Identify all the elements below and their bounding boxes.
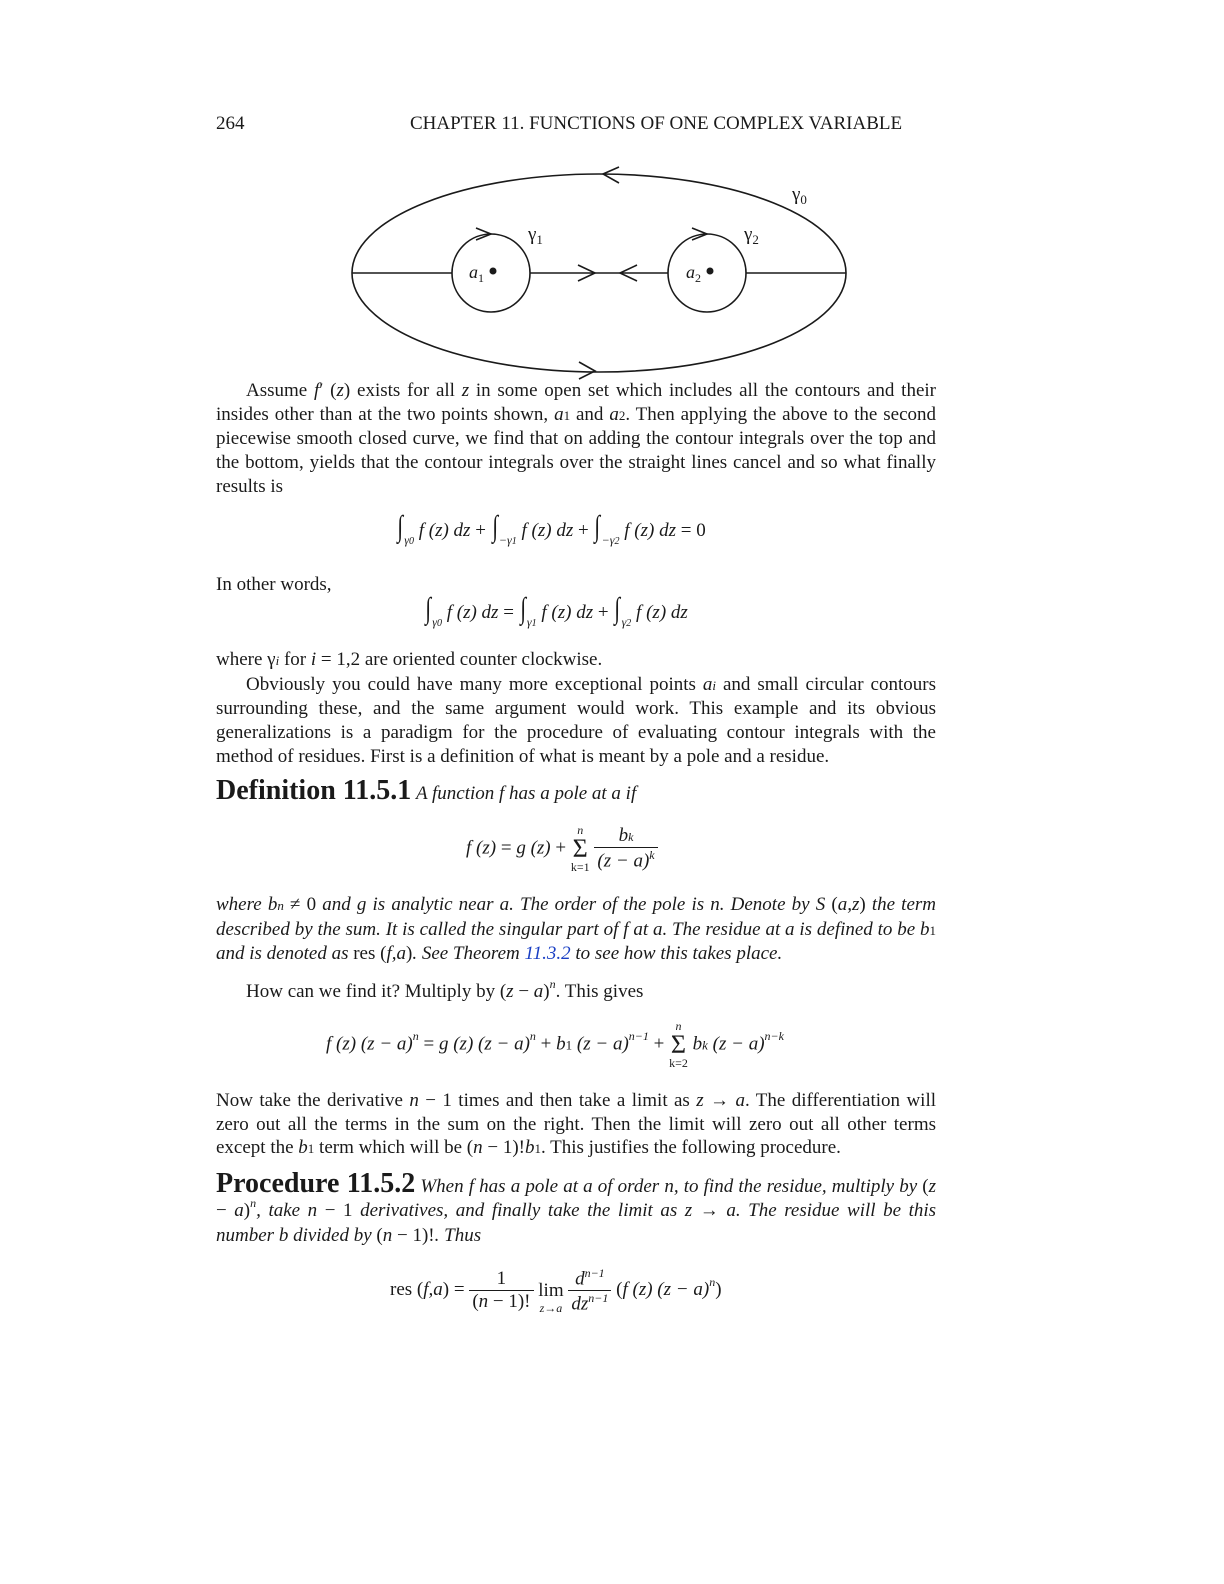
chapter-title: CHAPTER 11. FUNCTIONS OF ONE COMPLEX VARIABLE: [410, 113, 903, 134]
a1-label: $a_1$: [469, 262, 484, 285]
arrow-bottom-icon: [579, 362, 595, 379]
procedure-block: Procedure 11.5.2 When f has a pole at a of order n, to find the residue, multiply by $(z - a)^n$, take n − 1 derivatives, and finally take the limit as z → a. The residue will be this number b divided by (n − 1)!. Thus: [216, 1168, 937, 1247]
page-number: 264: [216, 113, 245, 134]
paragraph-derivative: Now take the derivative n − 1 times and then take a limit as z → a. The differentiation will zero out all the terms in the sum on the right. Then the limit will zero out all other terms except the b1 term which will be (n − 1)!b1. This justifies the following procedure.: [216, 1090, 936, 1159]
equation-contour-sum: $\int_{\gamma 0}$ f (z) dz + $\int_{-\gamma 1}$ f (z) dz + $\int_{-\gamma 2}$ f (z) dz = 0: [397, 510, 706, 547]
gamma0-label: $\gamma_0$: [792, 184, 807, 207]
definition-block: [216, 775, 636, 807]
in-other-words: In other words,: [216, 574, 332, 595]
equation-contour-equality: $\int_{\gamma 0}$ f (z) dz = $\int_{\gamma 1}$ f (z) dz + $\int_{\gamma 2}$ f (z) dz: [425, 592, 688, 629]
gamma1-label: $\gamma_1$: [528, 224, 543, 247]
a2-label: $a_2$: [686, 262, 701, 285]
definition-body: where bn ≠ 0 and g is analytic near a. The order of the pole is n. Denote by S (a,z) the term described by the sum. It is called the singular part of f at a. The residue at a is defined to be b1 and is denoted as res (f,a). See Theorem 11.3.2 to see how this takes place.: [216, 894, 937, 965]
paragraph-where: where γi for i = 1,2 are oriented counter clockwise. Obviously you could have many more exceptional points ai and small circular contours surrounding these, and the same argument would work. This example and its obvious generalizations is a paradigm for the procedure of evaluating contour integrals with the method of residues. First is a definition of what is meant by a pole and a residue.: [216, 649, 936, 767]
point-a1: [490, 268, 497, 275]
definition-heading: Definition 11.5.1: [216, 775, 412, 806]
how-line: How can we find it? Multiply by $(z - a)^n$. This gives: [246, 977, 644, 1002]
paragraph-assume: Assume f′ (z) exists for all z in some open set which includes all the contours and their insides other than at the two points shown, a1 and a2. Then applying the above to the second piecewise smooth closed curve, we find that on adding the contour integrals over the top and the bottom, yields that the contour integrals over the straight lines cancel and so what finally results is: [216, 380, 936, 497]
equation-multiplied: f (z) $(z - a)^n = g$ (z) $(z - a)^n + b1$ $(z - a)^{n-1}$ + n Σ k=2 bk $(z - a)^{n-k}$: [326, 1019, 784, 1070]
small-contour-gamma2: [668, 234, 746, 312]
residue-formula: res (f,a) = $\frac{1}{(n - 1)!}$ lim z→a $\frac{d^{n-1}}{dz^{n-1}}$ (f (z) $(z - a)^n$): [390, 1266, 722, 1315]
definition-formula: f (z) = g (z) + n Σ k=1 $\frac{bk}{(z - a)^k}$: [466, 824, 658, 874]
contour-diagram: [340, 160, 880, 390]
definition-intro: A function f has a pole at a if: [415, 783, 637, 804]
procedure-heading: Procedure 11.5.2: [216, 1168, 416, 1199]
point-a2: [707, 268, 714, 275]
theorem-link[interactable]: 11.3.2: [524, 943, 571, 965]
gamma2-label: $\gamma_2$: [744, 224, 759, 247]
